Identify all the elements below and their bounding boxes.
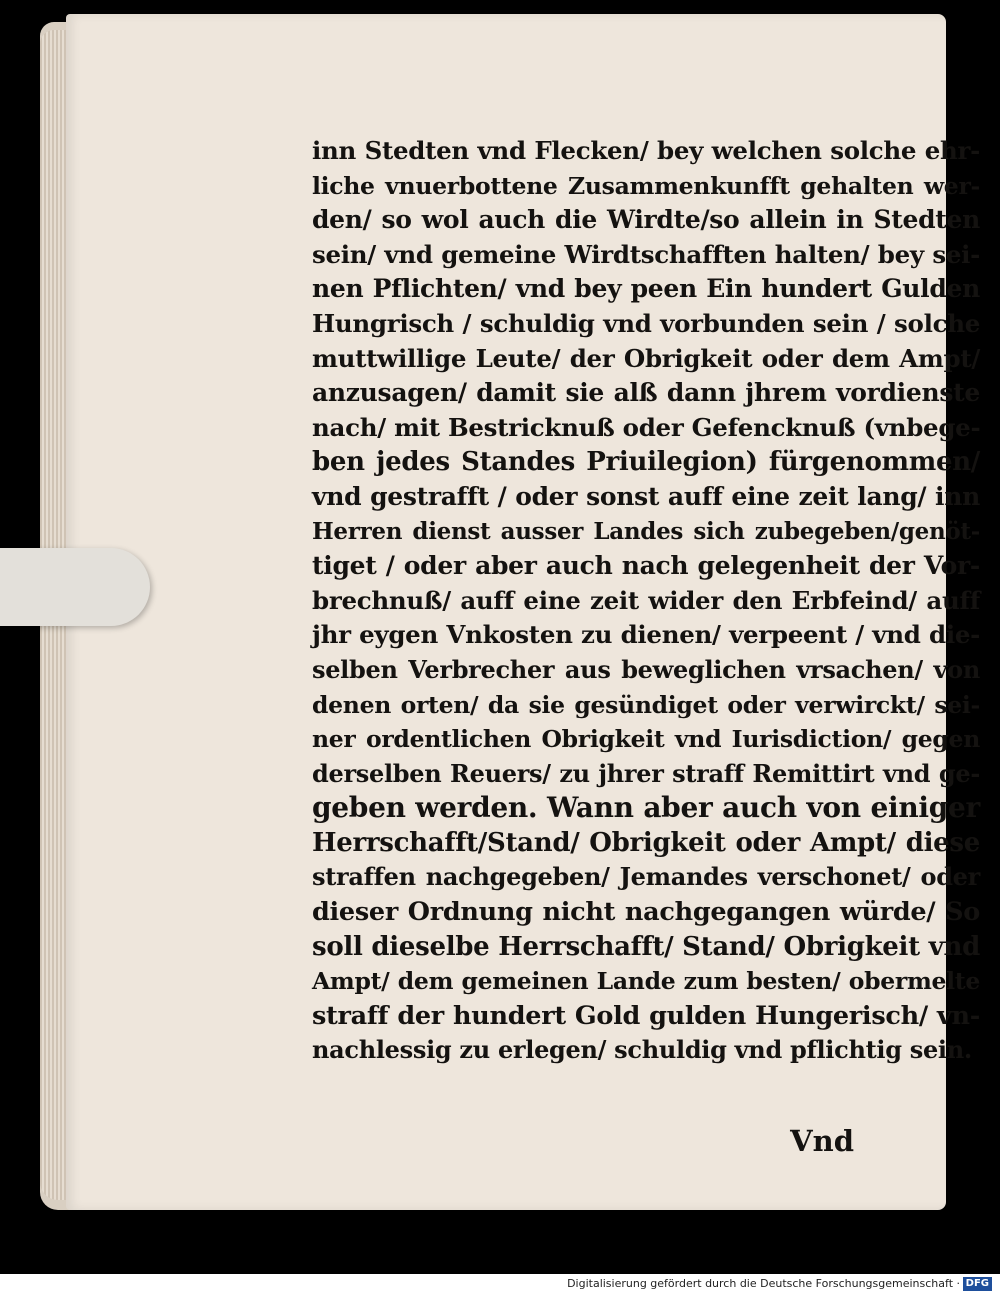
dfg-logo-icon: DFG bbox=[963, 1277, 992, 1291]
catchword: Vnd bbox=[790, 1124, 854, 1158]
text-line-17: denen orten/ da sie gesündiget oder verwirckt/ sei- bbox=[312, 690, 980, 719]
text-line-19: derselben Reuers/ zu jhrer straff Remittirt vnd ge- bbox=[312, 758, 980, 788]
text-line-15: jhr eygen Vnkosten zu dienen/ verpeent / vnd die- bbox=[312, 620, 980, 650]
text-line-14: brechnuß/ auff eine zeit wider den Erbfeind/ auff bbox=[312, 585, 980, 615]
text-line-1: inn Stedten vnd Flecken/ bey welchen solche ehr- bbox=[312, 136, 980, 165]
text-line-3: den/ so wol auch die Wirdte/so allein in Stedten bbox=[312, 205, 980, 235]
text-line-7: muttwillige Leute/ der Obrigkeit oder dem Ampt/ bbox=[312, 343, 980, 373]
text-line-5: nen Pflichten/ vnd bey peen Ein hundert Gulden bbox=[312, 274, 980, 304]
text-line-26: straff der hundert Gold gulden Hungerisch/ vn- bbox=[312, 1000, 980, 1031]
text-line-8: anzusagen/ damit sie alß dann jhrem vordienste bbox=[312, 378, 980, 408]
text-line-27: nachlessig zu erlegen/ schuldig vnd pflichtig sein. bbox=[312, 1035, 972, 1065]
text-line-23: dieser Ordnung nicht nachgegangen würde/ So bbox=[312, 897, 980, 928]
text-line-10: ben jedes Standes Priuilegion) fürgenommen/ bbox=[312, 447, 980, 478]
text-line-11: vnd gestrafft / oder sonst auff eine zeit lang/ inn bbox=[312, 481, 980, 511]
text-line-4: sein/ vnd gemeine Wirdtschafften halten/ bey sei- bbox=[312, 239, 980, 269]
bookmark-tab bbox=[0, 548, 150, 626]
footer-bar bbox=[0, 1274, 1000, 1294]
text-line-6: Hungrisch / schuldig vnd vorbunden sein / solche bbox=[312, 308, 980, 338]
body-text bbox=[312, 134, 980, 1068]
funding-credit: Digitalisierung gefördert durch die Deutsche Forschungsgemeinschaft · bbox=[567, 1277, 960, 1290]
text-line-2: liche vnuerbottene Zusammenkunfft gehalten wer- bbox=[312, 171, 980, 200]
book-page bbox=[66, 14, 981, 1210]
text-line-18: ner ordentlichen Obrigkeit vnd Iurisdiction/ gegen bbox=[312, 725, 980, 754]
text-line-13: tiget / oder aber auch nach gelegenheit der Vor- bbox=[312, 551, 980, 581]
text-line-24: soll dieselbe Herrschafft/ Stand/ Obrigkeit vnd bbox=[312, 931, 980, 962]
text-line-16: selben Verbrecher aus beweglichen vrsachen/ von bbox=[312, 654, 980, 684]
text-line-12: Herren dienst ausser Landes sich zubegeben/genöt- bbox=[312, 517, 980, 545]
text-line-21: Herrschafft/Stand/ Obrigkeit oder Ampt/ diese bbox=[312, 827, 980, 858]
text-line-9: nach/ mit Bestricknuß oder Gefencknuß (vnbege- bbox=[312, 412, 981, 442]
text-line-25: Ampt/ dem gemeinen Lande zum besten/ obermelte bbox=[312, 967, 980, 996]
text-line-22: straffen nachgegeben/ Jemandes verschonet/ oder bbox=[312, 862, 980, 892]
text-line-20: geben werden. Wann aber auch von einiger bbox=[312, 791, 980, 825]
